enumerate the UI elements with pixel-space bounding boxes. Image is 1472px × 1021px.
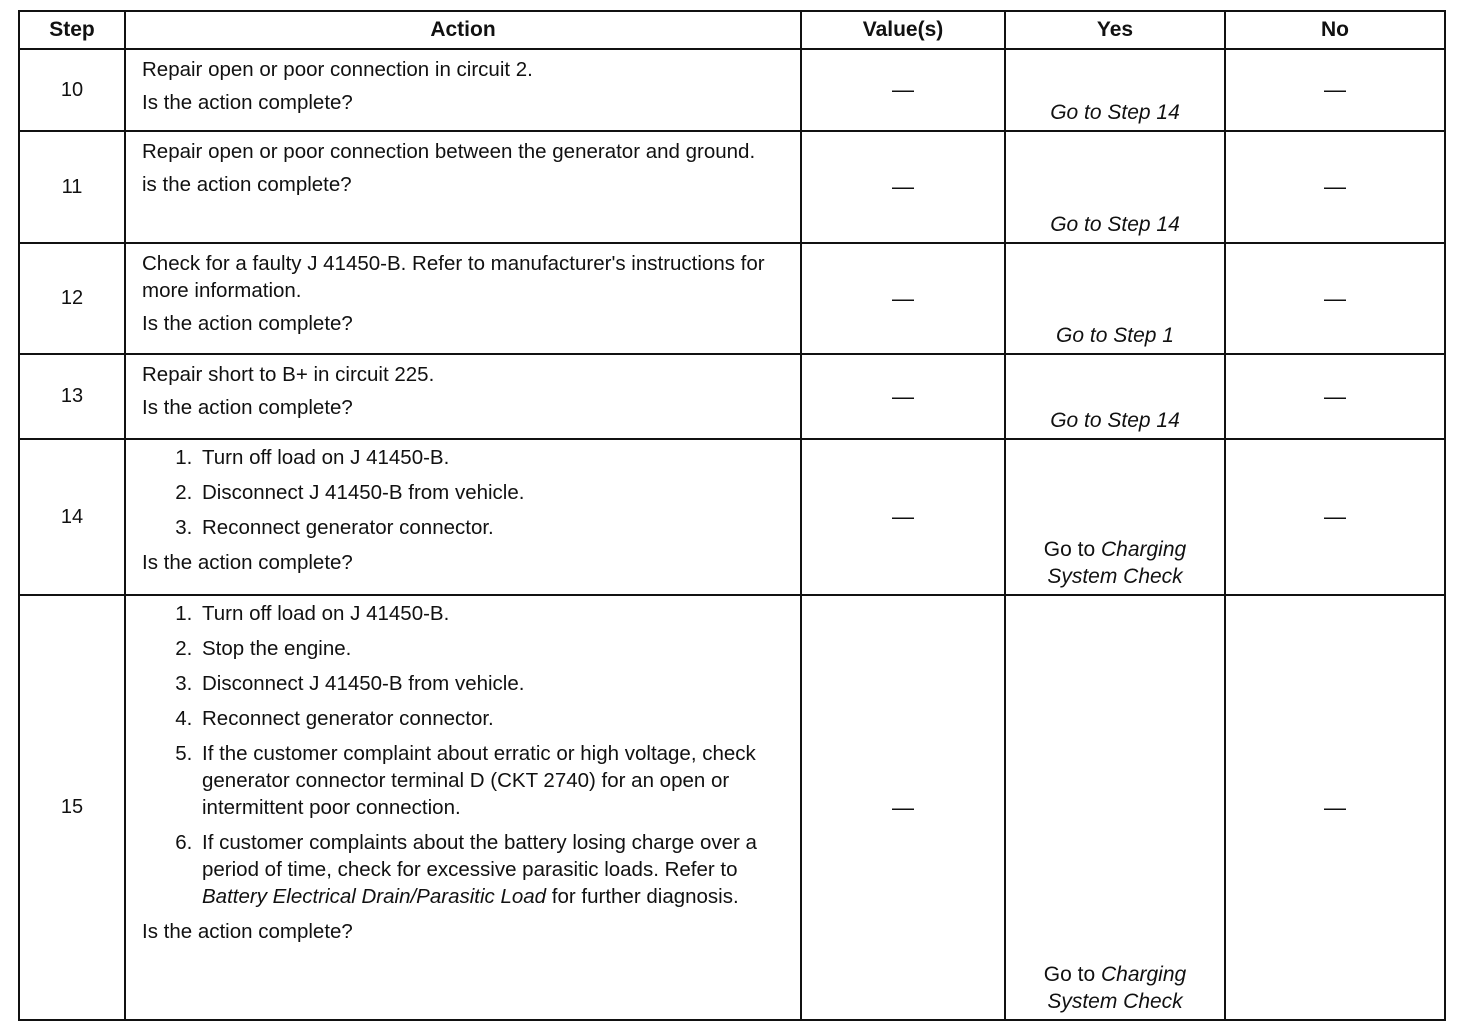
yes-cell[interactable]: Go to Step 1 xyxy=(1005,243,1225,354)
list-item: 2. Stop the engine. xyxy=(198,635,790,662)
action-cell xyxy=(125,354,801,439)
step-number: 15 xyxy=(19,595,125,1020)
list-item: 5. If the customer complaint about erratic or high voltage, check generator connector terminal D (CKT 2740) for an open or intermittent poor connection. xyxy=(198,740,790,821)
table-row xyxy=(19,49,1445,131)
yes-link[interactable]: Charging System Check xyxy=(1047,538,1187,588)
action-text: Check for a faulty J 41450-B. Refer to manufacturer's instructions for more information. xyxy=(142,252,765,302)
list-item: 3. Reconnect generator connector. xyxy=(198,514,790,541)
yes-link[interactable]: Charging System Check xyxy=(1047,963,1187,1013)
values-cell: — xyxy=(801,243,1005,354)
list-item: 1. Turn off load on J 41450-B. xyxy=(198,600,790,627)
list-item: 4. Reconnect generator connector. xyxy=(198,705,790,732)
action-text: Repair open or poor connection in circuit 2. xyxy=(142,58,533,81)
yes-prefix: Go to xyxy=(1043,963,1096,986)
table-row xyxy=(19,131,1445,243)
no-cell: — xyxy=(1225,243,1445,354)
header-action: Action xyxy=(125,11,801,49)
values-cell: — xyxy=(801,354,1005,439)
action-step-list xyxy=(142,444,790,541)
action-cell xyxy=(125,243,801,354)
header-step: Step xyxy=(19,11,125,49)
action-cell xyxy=(125,595,801,1020)
step-number: 12 xyxy=(19,243,125,354)
action-question: Is the action complete? xyxy=(142,312,353,335)
yes-cell[interactable]: Go to Step 14 xyxy=(1005,131,1225,243)
yes-cell[interactable]: Go to Step 14 xyxy=(1005,49,1225,131)
table-row xyxy=(19,243,1445,354)
action-question: Is the action complete? xyxy=(142,396,353,419)
table-row xyxy=(19,595,1445,1020)
header-values: Value(s) xyxy=(801,11,1005,49)
values-cell: — xyxy=(801,131,1005,243)
step-number: 13 xyxy=(19,354,125,439)
step-number: 11 xyxy=(19,131,125,243)
diagnostic-table xyxy=(18,10,1446,1021)
yes-cell[interactable] xyxy=(1005,595,1225,1020)
no-cell: — xyxy=(1225,49,1445,131)
header-row xyxy=(19,11,1445,49)
yes-prefix: Go to xyxy=(1043,538,1096,561)
item-suffix: for further diagnosis. xyxy=(551,885,739,908)
no-cell: — xyxy=(1225,354,1445,439)
action-step-list xyxy=(142,600,790,910)
table-row xyxy=(19,439,1445,595)
step-number: 14 xyxy=(19,439,125,595)
list-item: 1. Turn off load on J 41450-B. xyxy=(198,444,790,471)
action-question: Is the action complete? xyxy=(142,91,353,114)
values-cell: — xyxy=(801,595,1005,1020)
list-item xyxy=(198,829,790,910)
no-cell: — xyxy=(1225,595,1445,1020)
header-yes: Yes xyxy=(1005,11,1225,49)
action-question: Is the action complete? xyxy=(142,920,353,943)
table-row xyxy=(19,354,1445,439)
action-cell xyxy=(125,49,801,131)
list-item: 2. Disconnect J 41450-B from vehicle. xyxy=(198,479,790,506)
no-cell: — xyxy=(1225,439,1445,595)
reference-link[interactable]: Battery Electrical Drain/Parasitic Load xyxy=(202,885,547,908)
action-text: Repair open or poor connection between the generator and ground. xyxy=(142,140,756,163)
action-question: is the action complete? xyxy=(142,173,352,196)
yes-cell[interactable] xyxy=(1005,439,1225,595)
values-cell: — xyxy=(801,439,1005,595)
action-text: Repair short to B+ in circuit 225. xyxy=(142,363,435,386)
header-no: No xyxy=(1225,11,1445,49)
no-cell: — xyxy=(1225,131,1445,243)
item-text: If customer complaints about the battery losing charge over a period of time, check for excessive parasitic loads. Refer to xyxy=(202,831,757,881)
yes-cell[interactable]: Go to Step 14 xyxy=(1005,354,1225,439)
step-number: 10 xyxy=(19,49,125,131)
values-cell: — xyxy=(801,49,1005,131)
list-item: 3. Disconnect J 41450-B from vehicle. xyxy=(198,670,790,697)
action-cell xyxy=(125,131,801,243)
action-question: Is the action complete? xyxy=(142,551,353,574)
action-cell xyxy=(125,439,801,595)
